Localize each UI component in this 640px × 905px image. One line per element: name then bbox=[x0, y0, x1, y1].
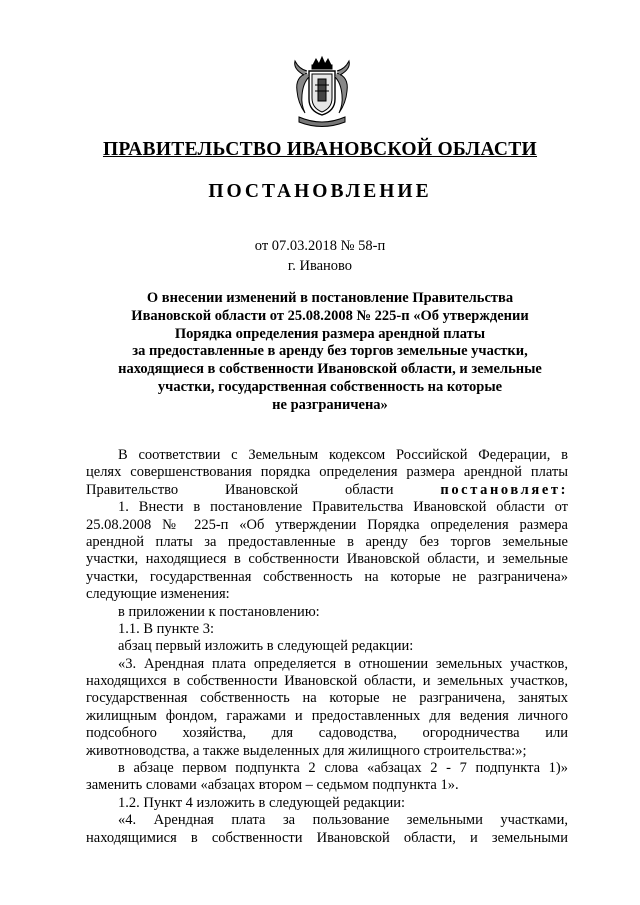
body-line: 1.1. В пункте 3: bbox=[118, 620, 214, 637]
coat-of-arms-icon bbox=[289, 55, 355, 131]
body-line: В соответствии с Земельным кодексом Российской Федерации, в bbox=[118, 447, 568, 463]
body-line: находящихся в собственности Ивановской области, и земельных участков, bbox=[86, 673, 568, 690]
heading-line: участки, государственная собственность на которые bbox=[157, 378, 503, 395]
body-line-prefix: Правительство Ивановской области bbox=[86, 481, 394, 498]
document-city: г. Иваново bbox=[287, 258, 353, 274]
body-line: «4. Арендная плата за пользование земельными участками, bbox=[118, 812, 568, 829]
body-line: заменить словами «абзацах втором – седьмом подпункта 1». bbox=[86, 777, 459, 794]
body-line: следующие изменения: bbox=[86, 586, 230, 603]
body-line: находящимися в собственности Ивановской области, и земельными bbox=[86, 829, 568, 846]
body-line: в абзаце первом подпункта 2 слова «абзацах 2 - 7 подпункта 1)» bbox=[118, 760, 568, 777]
document-body bbox=[86, 447, 568, 847]
document-heading bbox=[100, 290, 560, 415]
document-date-number: от 07.03.2018 № 58-п bbox=[254, 238, 386, 254]
body-line: «3. Арендная плата определяется в отношении земельных участков, bbox=[118, 655, 568, 672]
heading-line: за предоставленные в аренду без торгов земельные участки, bbox=[132, 343, 528, 360]
organization-title: ПРАВИТЕЛЬСТВО ИВАНОВСКОЙ ОБЛАСТИ bbox=[102, 139, 538, 160]
heading-line: О внесении изменений в постановление Правительства bbox=[146, 290, 514, 306]
resolves-word: постановляет: bbox=[440, 481, 568, 498]
body-line: 1.2. Пункт 4 изложить в следующей редакции: bbox=[118, 794, 406, 811]
heading-line: не разграничена» bbox=[272, 396, 388, 413]
heading-line: Порядка определения размера арендной платы bbox=[174, 325, 486, 342]
document-type: ПОСТАНОВЛЕНИЕ bbox=[208, 181, 432, 202]
body-line: 1. Внести в постановление Правительства Ивановской области от bbox=[118, 499, 568, 516]
body-line: участки, государственная собственность на которые не разграничена» bbox=[86, 568, 568, 585]
body-line: жилищным фондом, гаражами и предоставленных для ведения личного bbox=[86, 707, 568, 724]
body-line: абзац первый изложить в следующей редакции: bbox=[118, 638, 414, 655]
body-line: участки, находящиеся в собственности Ивановской области, и земельные bbox=[86, 551, 568, 568]
body-line: в приложении к постановлению: bbox=[118, 603, 320, 620]
body-line: животноводства, а также выделенных для жилищного строительства:»; bbox=[86, 742, 527, 759]
body-line: подсобного хозяйства, для садоводства, огородничества или bbox=[86, 725, 568, 742]
body-line-resolves bbox=[86, 482, 568, 499]
body-line: арендной платы за предоставленные в аренду без торгов земельные bbox=[86, 533, 568, 550]
body-line: государственная собственность на которые не разграничена, занятых bbox=[86, 690, 568, 707]
body-line: целях совершенствования порядка определения размера арендной платы bbox=[86, 464, 568, 481]
heading-line: Ивановской области от 25.08.2008 № 225-п «Об утверждении bbox=[131, 307, 529, 324]
body-line: 25.08.2008 № 225-п «Об утверждении Порядка определения размера bbox=[86, 516, 568, 533]
heading-line: находящиеся в собственности Ивановской области, и земельные bbox=[118, 361, 542, 378]
